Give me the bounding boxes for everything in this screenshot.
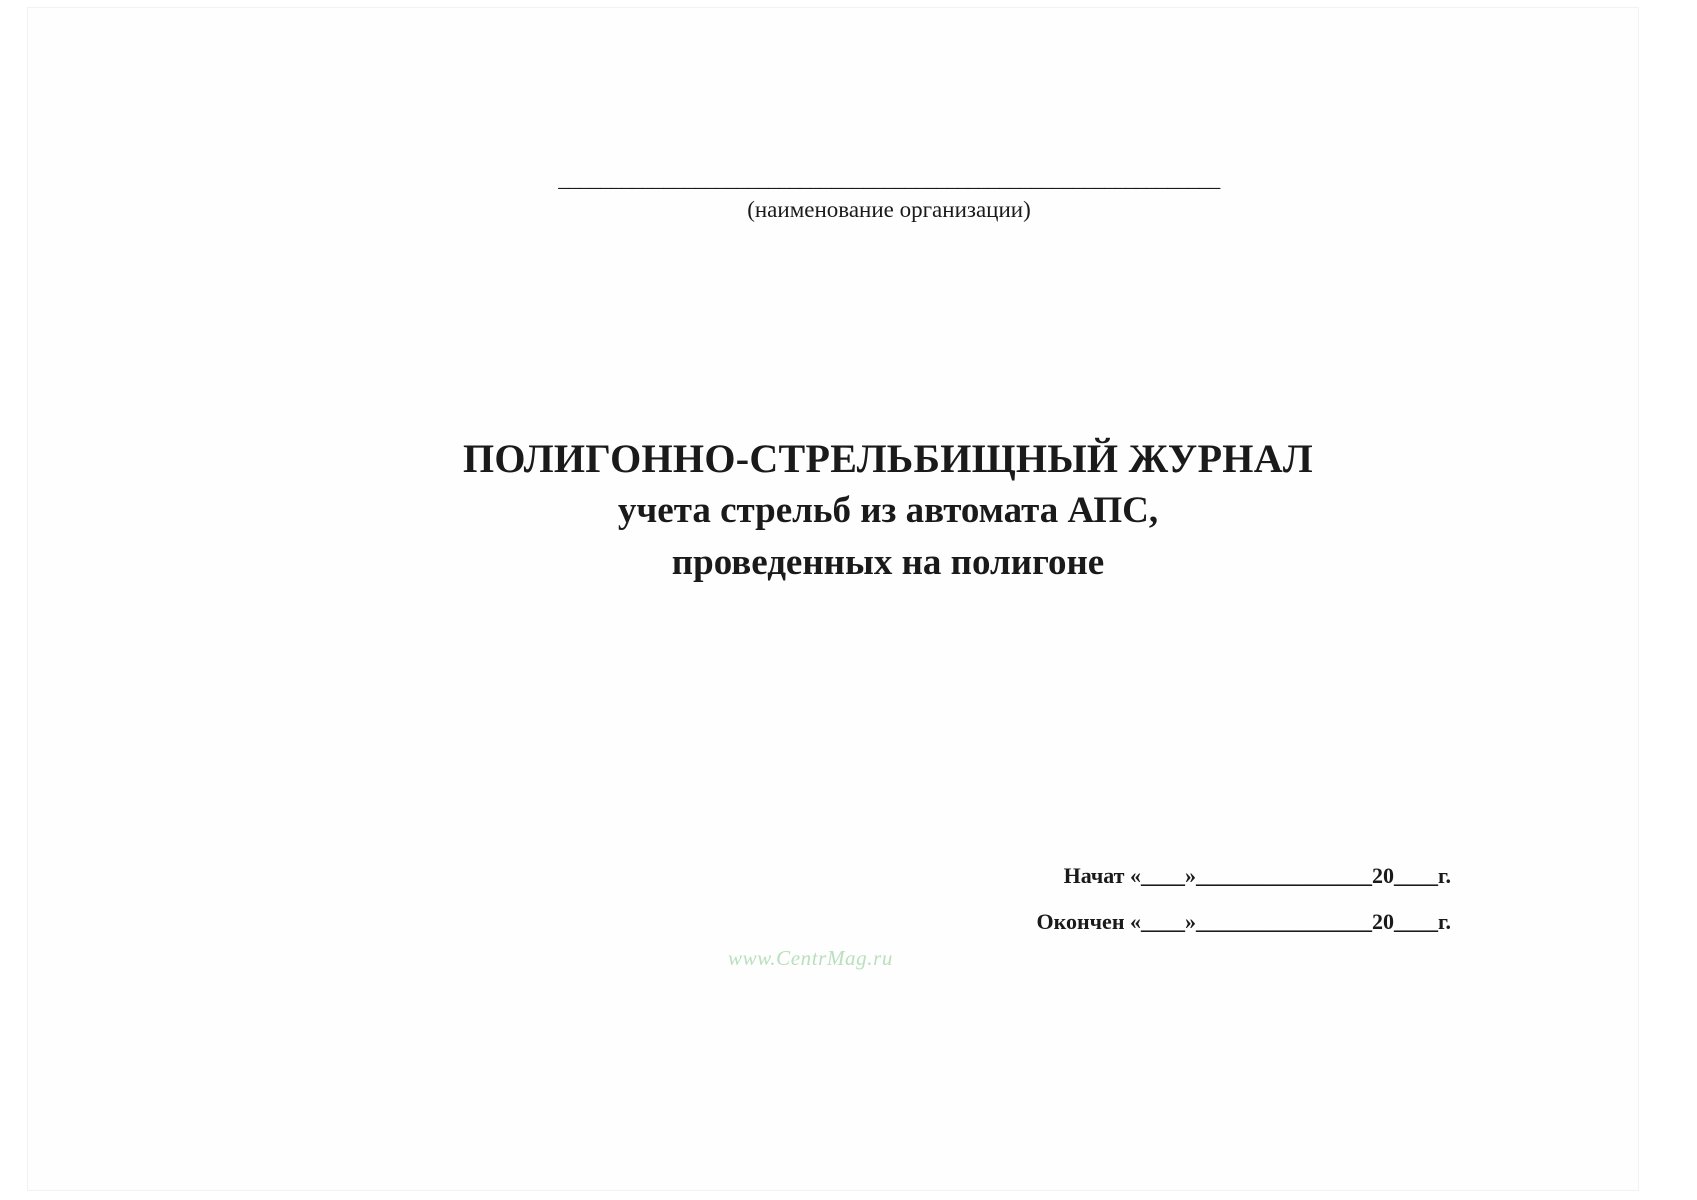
- journal-dates-block: [1036, 853, 1451, 945]
- title-main: ПОЛИГОННО-СТРЕЛЬБИЩНЫЙ ЖУРНАЛ: [462, 436, 1314, 481]
- start-date-field[interactable]: Начат «____»________________20____г.: [1063, 863, 1451, 888]
- site-watermark: www.CentrMag.ru: [728, 946, 893, 970]
- title-subtitle-2: проведенных на полигоне: [671, 542, 1105, 583]
- organization-name-fill-line[interactable]: _______________________________________________________________: [558, 168, 1220, 190]
- page-title: [328, 433, 1448, 589]
- journal-cover-sheet: [28, 8, 1638, 1190]
- end-date-field[interactable]: Окончен «____»________________20____г.: [1036, 909, 1451, 934]
- organization-block: [494, 168, 1284, 224]
- organization-name-caption: (наименование организации): [747, 197, 1031, 222]
- title-subtitle-1: учета стрельб из автомата АПС,: [617, 490, 1159, 531]
